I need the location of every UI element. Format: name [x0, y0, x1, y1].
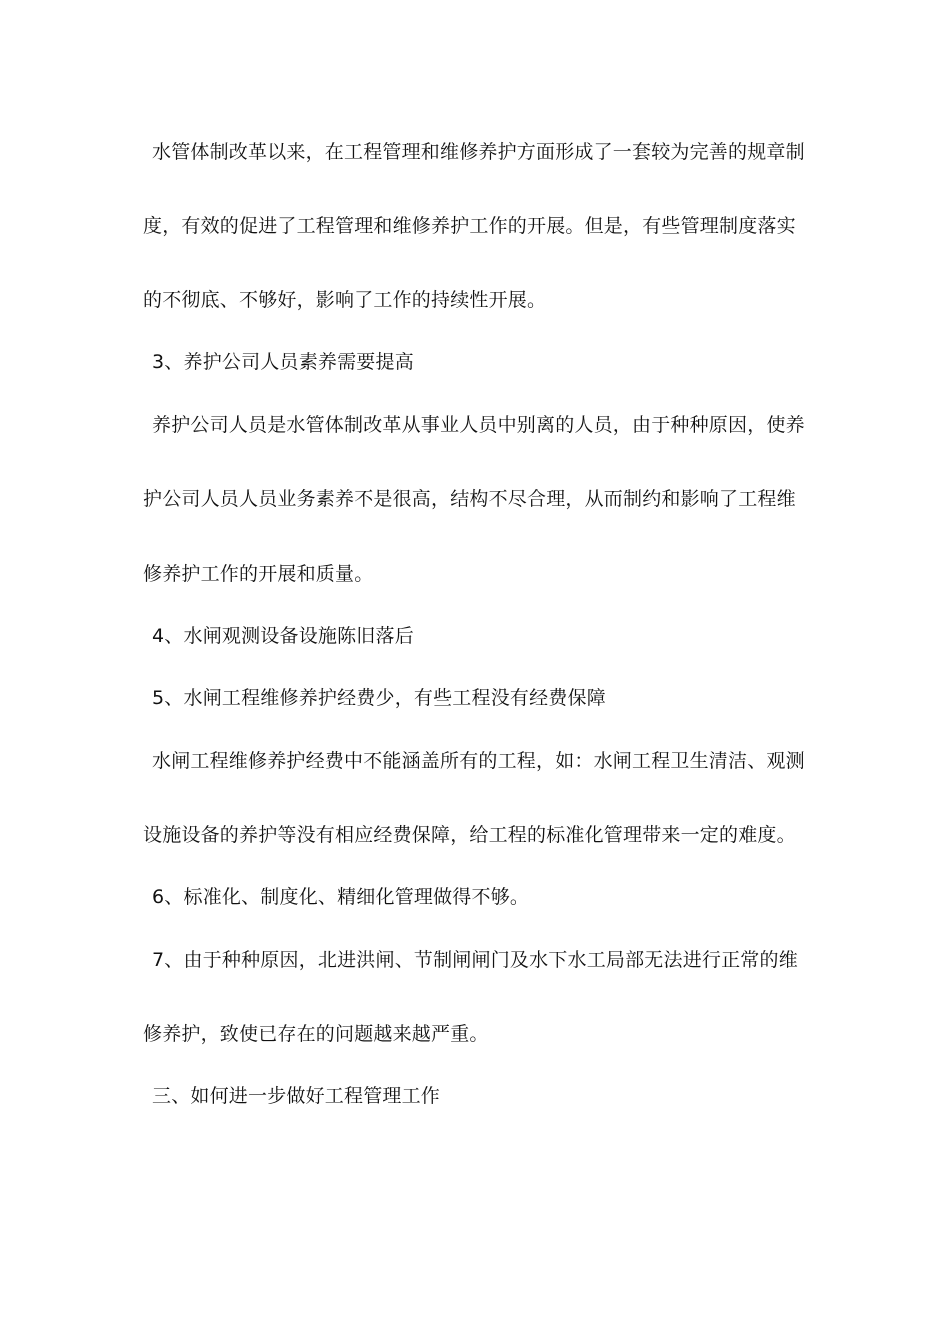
- section-heading: 6、标准化、制度化、精细化管理做得不够。: [152, 886, 530, 908]
- paragraph-line: 水管体制改革以来，在工程管理和维修养护方面形成了一套较为完善的规章制: [152, 141, 805, 163]
- paragraph-line: 养护公司人员是水管体制改革从事业人员中别离的人员，由于种种原因，使养: [152, 414, 805, 436]
- paragraph-line: 的不彻底、不够好，影响了工作的持续性开展。: [143, 289, 547, 311]
- section-heading: 3、养护公司人员素养需要提高: [152, 351, 414, 373]
- paragraph-line: 设施设备的养护等没有相应经费保障，给工程的标准化管理带来一定的难度。: [143, 824, 796, 846]
- paragraph-line: 水闸工程维修养护经费中不能涵盖所有的工程，如：水闸工程卫生清洁、观测: [152, 750, 805, 772]
- paragraph-line: 修养护工作的开展和质量。: [143, 563, 374, 585]
- paragraph-line: 度，有效的促进了工程管理和维修养护工作的开展。但是，有些管理制度落实: [143, 215, 796, 237]
- paragraph-line: 护公司人员人员业务素养不是很高，结构不尽合理，从而制约和影响了工程维: [143, 488, 796, 510]
- section-heading: 5、水闸工程维修养护经费少，有些工程没有经费保障: [152, 687, 606, 709]
- chapter-heading: 三、如何进一步做好工程管理工作: [152, 1085, 441, 1107]
- section-heading: 7、由于种种原因，北进洪闸、节制闸闸门及水下水工局部无法进行正常的维: [152, 949, 798, 971]
- paragraph-line: 修养护，致使已存在的问题越来越严重。: [143, 1023, 489, 1045]
- section-heading: 4、水闸观测设备设施陈旧落后: [152, 625, 414, 647]
